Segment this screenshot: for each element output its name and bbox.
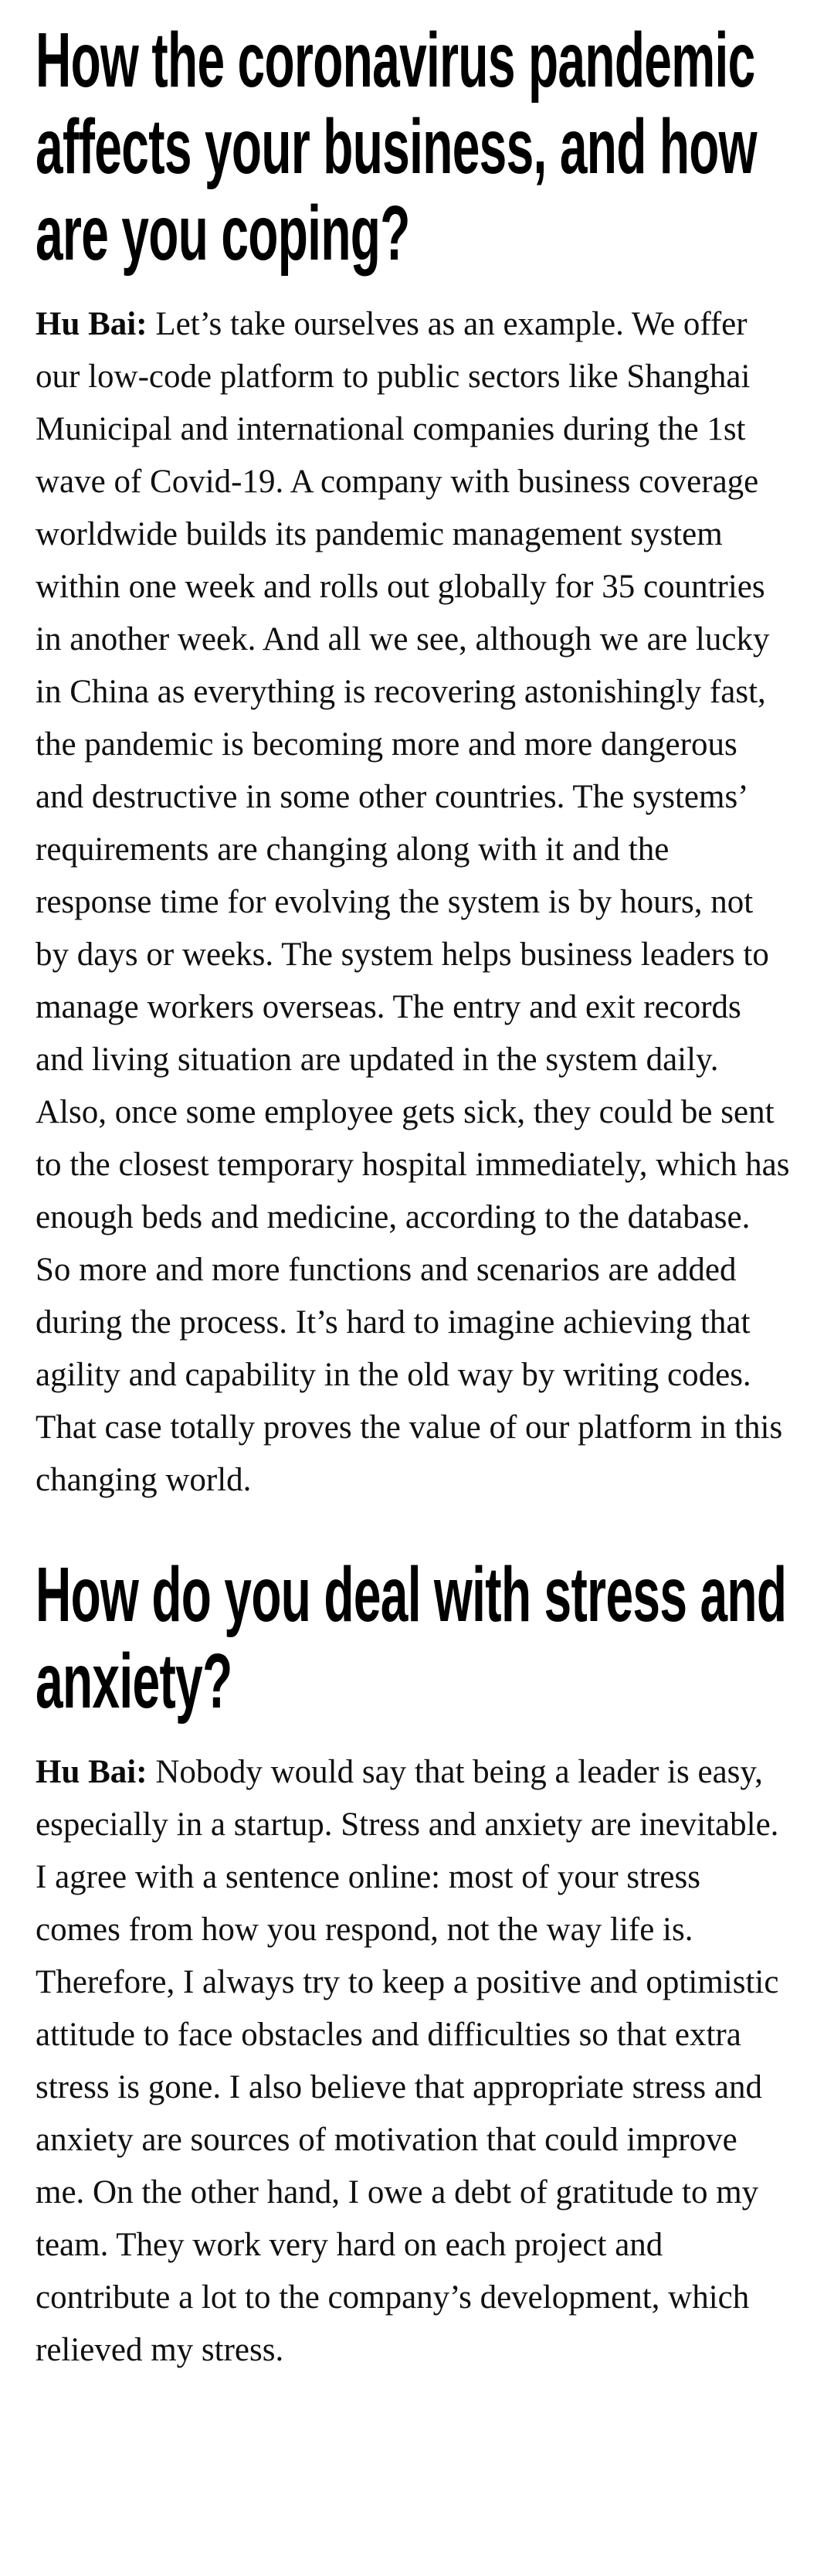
interview-answer-paragraph [36, 1746, 791, 2377]
heading-line: are you coping? [36, 190, 410, 277]
heading-line: How the coronavirus pandemic [36, 17, 755, 104]
heading-line: How do you deal with stress and [36, 1551, 787, 1638]
answer-text: Let’s take ourselves as an example. We offer our low-code platform to public sectors like Shanghai Municipal and international companies during the 1st wave of Covid-19. A company with business coverage worldwide builds its pandemic management system within one week and rolls out globally for 35 countries in another week. And all we see, although we are lucky in China as everything is recovering astonishingly fast, the pandemic is becoming more and more dangerous and destructive in some other countries. The systems’ requirements are changing along with it and the response time for evolving the system is by hours, not by days or weeks. The system helps business leaders to manage workers overseas. The entry and exit records and living situation are updated in the system daily. Also, once some employee gets sick, they could be sent to the closest temporary hospital immediately, which has enough beds and medicine, according to the database. So more and more functions and scenarios are added during the process. It’s hard to imagine achieving that agility and capability in the old way by writing codes. That case totally proves the value of our platform in this changing world. [36, 306, 790, 1498]
article-section-pandemic [36, 17, 791, 1507]
article-section-stress [36, 1551, 791, 2377]
speaker-name: Hu Bai: [36, 1754, 147, 1790]
heading-line: affects your business, and how [36, 104, 757, 190]
heading-line: anxiety? [36, 1638, 232, 1725]
answer-text: Nobody would say that being a leader is easy, especially in a startup. Stress and anxiety are inevitable. I agree with a sentence online: most of your stress comes from how you respond, not the way life is. Therefore, I always try to keep a positive and optimistic attitude to face obstacles and difficulties so that extra stress is gone. I also believe that appropriate stress and anxiety are sources of motivation that could improve me. On the other hand, I owe a debt of gratitude to my team. They work very hard on each project and contribute a lot to the company’s development, which relieved my stress. [36, 1754, 779, 2368]
speaker-name: Hu Bai: [36, 306, 147, 342]
section-heading-stress [36, 1551, 791, 1725]
interview-answer-paragraph [36, 298, 791, 1507]
section-heading-pandemic [36, 17, 791, 277]
